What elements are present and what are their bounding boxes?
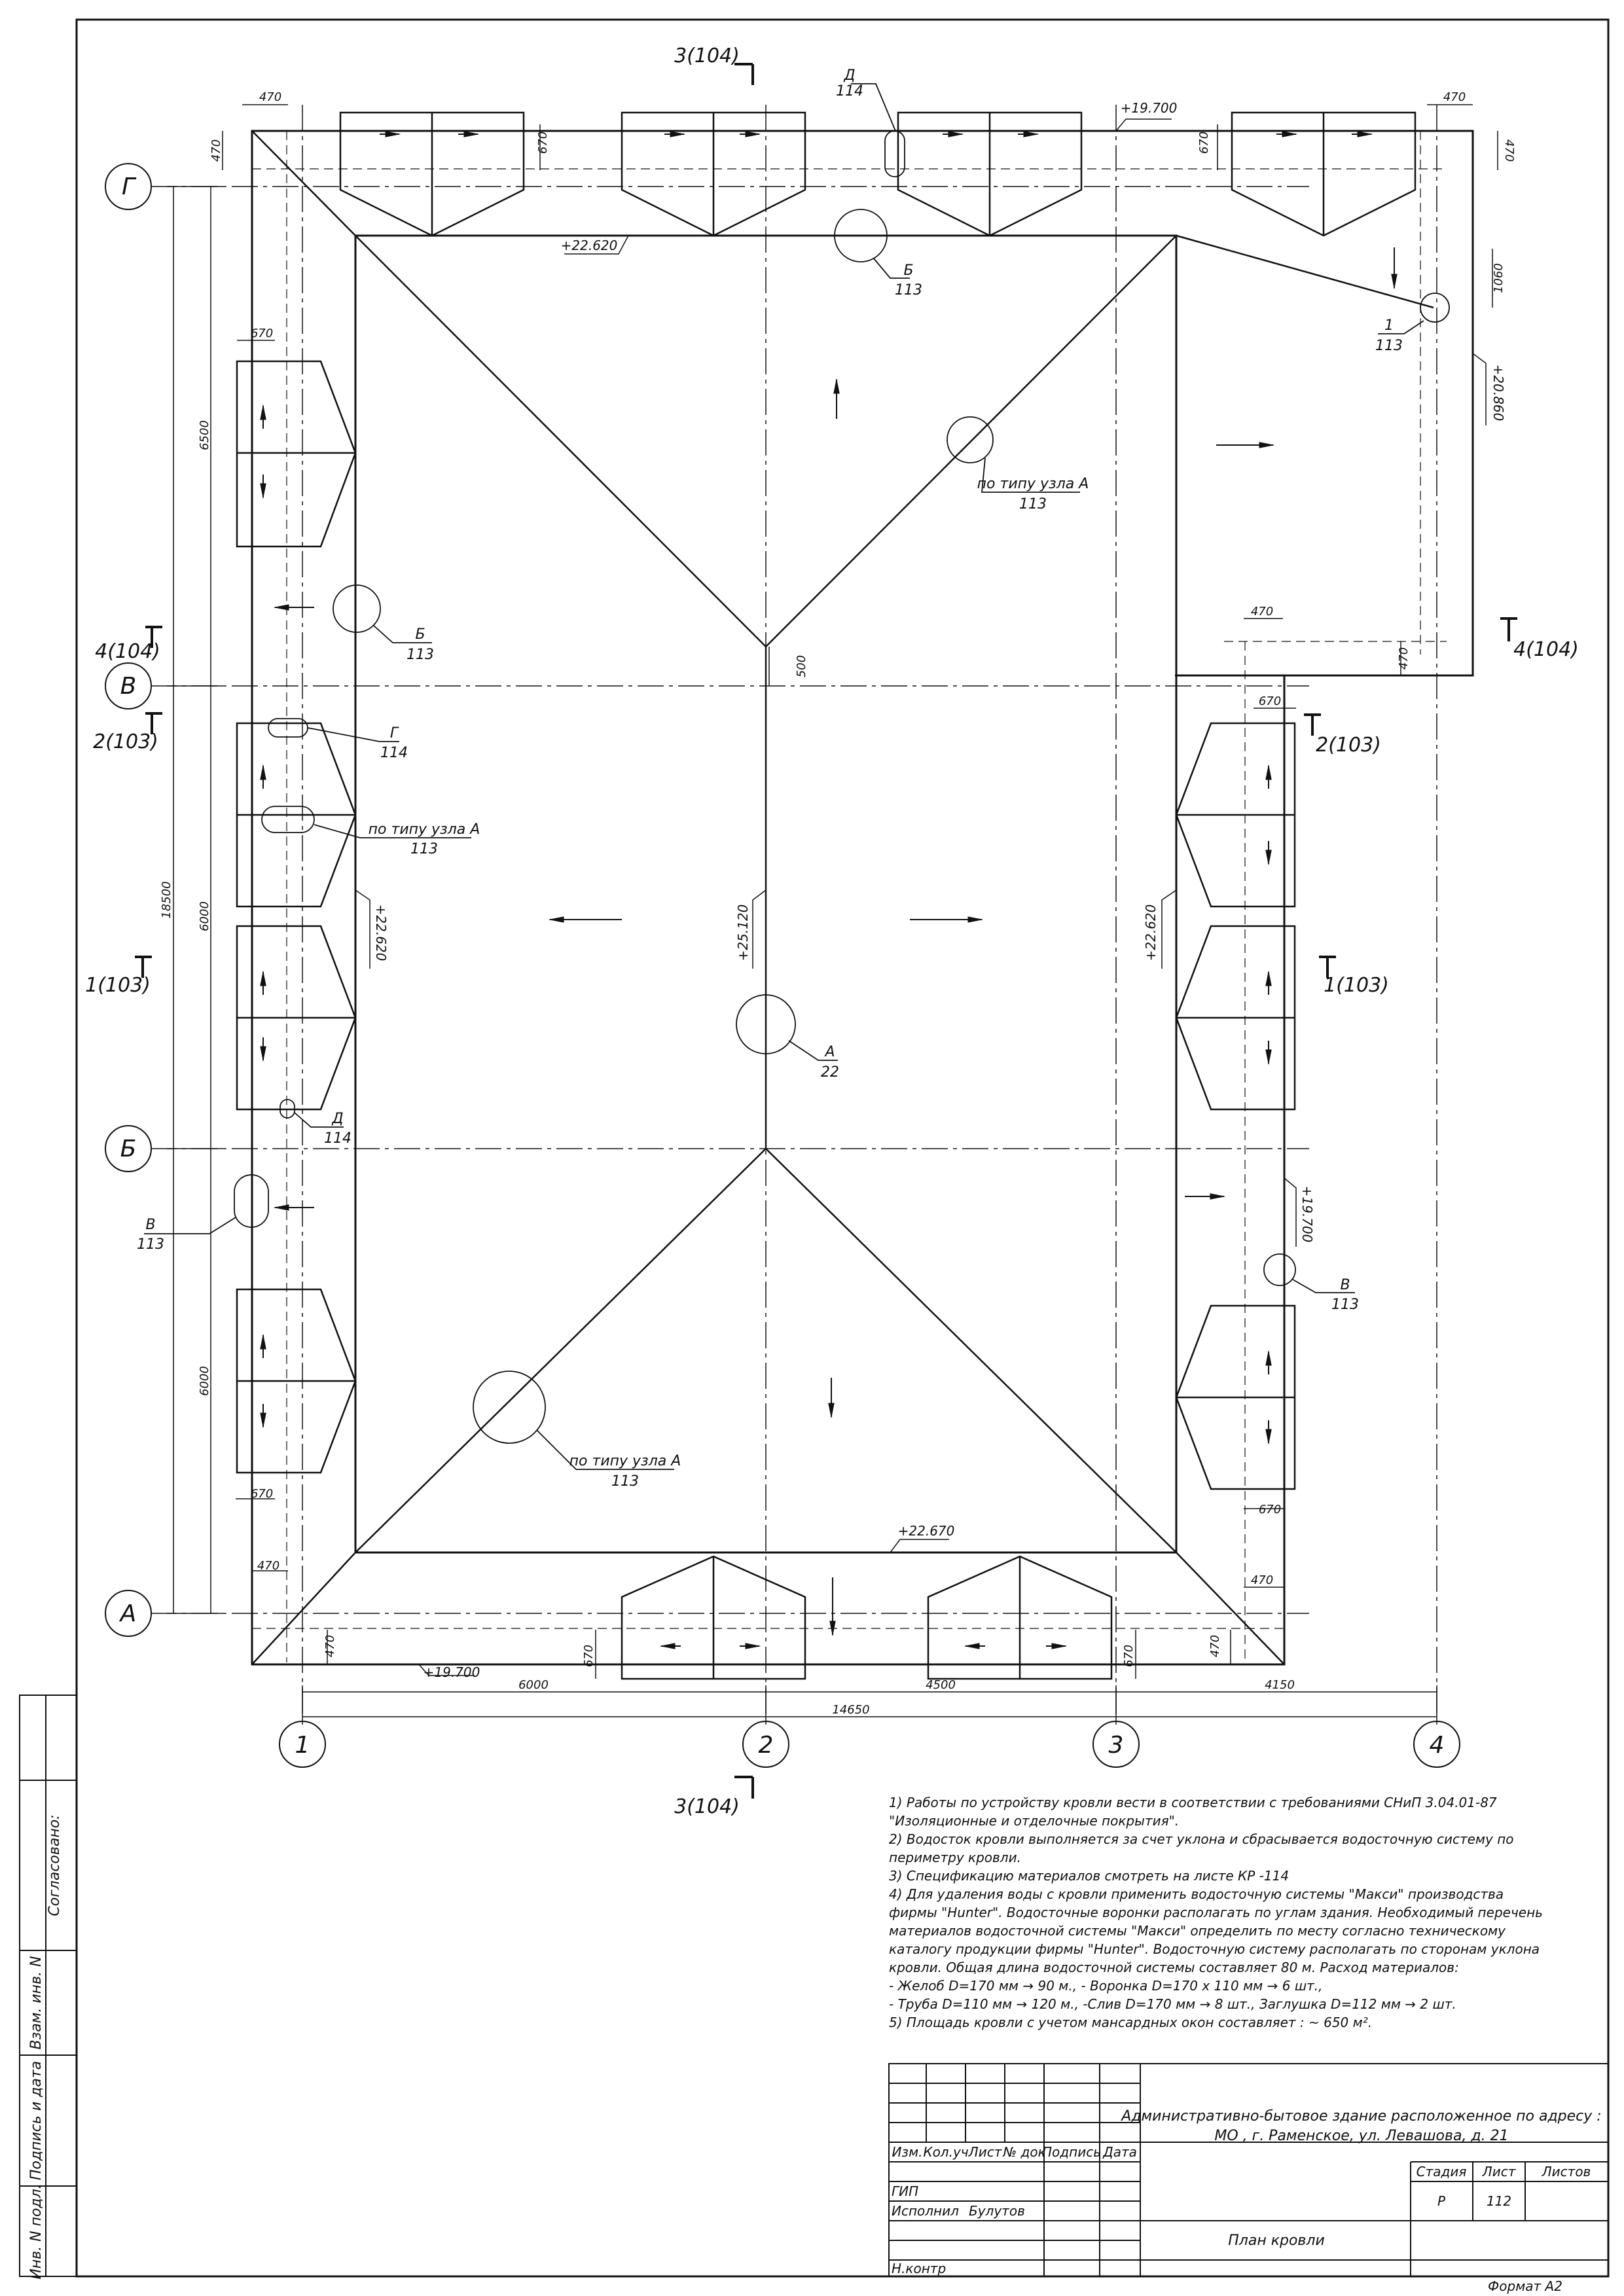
dim-470-tr: 470 [1443,90,1466,104]
level-22620-top: +22.620 [560,238,618,253]
axis-label-a: А [120,1600,137,1627]
detail-callouts [144,84,1449,1469]
stamp-h-izm: Изм. [892,2144,923,2160]
axis-label-3: 3 [1108,1732,1124,1759]
stamp-sheet-title: План кровли [1228,2233,1325,2249]
axis-label-4: 4 [1429,1732,1445,1759]
callout-type-a-left: по типу узла А [368,821,480,838]
dim-470-tl: 470 [259,90,282,104]
stamp-list: Лист [1482,2164,1516,2179]
callout-d-top: Д [844,67,856,84]
axis-label-g: Г [121,173,135,200]
section-1-left: 1(103) [85,974,151,997]
note-5: 5) Площадь кровли с учетом мансардных окон составляет : ~ 650 м². [889,2015,1373,2030]
callout-v-left-sheet: 113 [137,1236,164,1253]
level-22620-right: +22.620 [1143,904,1159,961]
note-4: 4) Для удаления воды с кровли применить водосточную системы "Макси" производства фирмы "Hunter". Водосточные воронки располагать по углам здания. Необходимый перечень материалов водосточной системы "Макси" определить по месту согласно техническому каталогу продукции фирмы "Hunter". Водосточную систему располагать по сторонам уклона кровли. Общая длина водосточной системы составляет 80 м. Расход материалов: [889,1886,1543,1975]
eave-offset-lines [252,131,1447,1662]
callout-v-right: В [1340,1277,1350,1293]
dim-470-b2: 470 [1208,1634,1222,1658]
stamp-h-kol: Кол.уч [923,2144,969,2160]
callout-g-left-sheet: 114 [380,745,408,761]
section-1-right: 1(103) [1324,974,1389,997]
callout-type-a-bottom-sheet: 113 [611,1473,639,1490]
callout-v-left: В [145,1217,156,1233]
callout-type-a-left-sheet: 113 [410,841,438,857]
note-4a: - Желоб D=170 мм → 90 м., - Воронка D=170 x 110 мм → 6 шт., [889,1978,1323,1994]
level-22670: +22.670 [897,1523,955,1539]
note-4b: - Труба D=110 мм → 120 м., -Слив D=170 мм → 8 шт., Заглушка D=112 мм → 2 шт. [889,1996,1456,2012]
dim-470-l: 470 [209,139,223,162]
side-inv: Инв. N подл. [28,2184,45,2280]
dim-470-br: 470 [1250,1573,1274,1587]
level-19700-bottom: +19.700 [423,1664,480,1680]
level-25120: +25.120 [735,904,751,961]
callout-d-top-sheet: 114 [836,83,863,99]
side-podp: Подпись и дата [28,2060,45,2181]
note-2: 2) Водосток кровли выполняется за счет уклона и сбрасывается водосточную систему по периметру кровли. [889,1831,1514,1865]
callout-v-right-sheet: 113 [1331,1297,1359,1313]
callout-b-top: Б [903,262,914,279]
dim-470-b1: 470 [323,1634,337,1658]
section-marks [135,64,1517,1799]
dormers-bottom [622,1556,1111,1679]
axis-label-b: Б [120,1136,137,1162]
callout-b-left: Б [415,626,425,643]
stamp-stage: Р [1437,2193,1446,2209]
callout-type-a-top: по типу узла А [977,476,1089,492]
note-1: 1) Работы по устройству кровли вести в соответствии с требованиями СНиП 3.04.01-87 "Изоляционные и отделочные покрытия". [889,1795,1497,1829]
stamp-format: Формат А2 [1488,2278,1562,2294]
stamp-h-date: Дата [1103,2144,1137,2160]
level-20860: +20.860 [1490,364,1506,422]
dormers-right [1176,723,1295,1489]
dim-1060: 1060 [1492,263,1506,293]
dormers-left [237,361,355,1473]
stamp-h-sign: Подпись [1042,2144,1101,2160]
dim-470-bl: 470 [257,1559,280,1573]
callout-type-a-top-sheet: 113 [1019,496,1047,512]
callout-b-top-sheet: 113 [895,282,922,298]
roof-outline [252,131,1473,1664]
section-2-left: 2(103) [93,730,158,753]
dim-18500: 18500 [160,881,173,919]
dim-670-l2: 670 [250,1487,274,1501]
note-3: 3) Спецификацию материалов смотреть на листе КР -114 [889,1868,1290,1884]
dim-670-b1: 670 [582,1644,596,1668]
dim-670-r1: 670 [1258,694,1282,708]
dim-14650: 14650 [832,1703,870,1717]
dim-4500: 4500 [926,1678,956,1692]
level-19700-right: +19.700 [1299,1185,1315,1243]
level-marks [355,119,1486,1676]
stamp-ispolnil: Исполнил [892,2203,959,2219]
section-4-left: 4(104) [95,640,160,663]
level-19700-top: +19.700 [1120,100,1178,116]
dim-670-t1: 670 [536,131,550,154]
dim-670-l1: 670 [250,327,274,340]
stamp-gip: ГИП [892,2183,919,2199]
dim-670-r2: 670 [1258,1503,1282,1516]
dim-6000-lower: 6000 [198,1366,211,1396]
section-2-right: 2(103) [1316,734,1381,757]
dim-6500: 6500 [198,420,211,450]
axis-bubbles [105,164,1460,1767]
callout-a: А [825,1044,835,1060]
dim-4150: 4150 [1265,1678,1295,1692]
general-notes [889,1793,1543,2032]
section-3-top: 3(104) [674,45,740,67]
section-4-right: 4(104) [1513,638,1579,661]
side-vzam: Взам. инв. N [28,1956,45,2050]
callout-1: 1 [1384,317,1394,334]
roof-ridges [252,131,1434,1664]
dim-500: 500 [795,655,808,678]
stamp-sheet-no: 112 [1486,2193,1512,2209]
dim-6000-upper: 6000 [198,901,211,931]
stamp-h-doc: № док [1003,2144,1046,2160]
axis-lines [151,105,1437,1715]
slope-arrows [263,131,1394,1646]
stamp-nkontr: Н.контр [892,2261,947,2276]
side-soglas: Согласовано: [46,1814,63,1916]
axis-label-2: 2 [758,1732,774,1759]
level-22620-left: +22.620 [373,904,389,961]
stamp-stadia: Стадия [1416,2164,1467,2179]
callout-d-left-sheet: 114 [324,1130,352,1147]
callout-d-left: Д [332,1111,344,1127]
callout-1-sheet: 113 [1375,338,1403,354]
stamp-h-list: Лист [968,2144,1002,2160]
callout-a-sheet: 22 [821,1064,839,1081]
callout-type-a-bottom: по типу узла А [569,1453,681,1469]
dimension-lines [167,105,1498,1725]
dim-6000-bottom: 6000 [518,1678,549,1692]
axis-label-1: 1 [295,1732,310,1759]
axis-label-v: В [120,673,137,700]
dim-670-b2: 670 [1122,1644,1136,1668]
callout-g-left: Г [389,725,399,742]
stamp-address: МО , г. Раменское, ул. Левашова, д. 21 [1214,2128,1509,2144]
stamp-listov: Листов [1542,2164,1591,2179]
stamp-project: Административно-бытовое здание расположенное по адресу : [1121,2108,1602,2125]
dim-470-mid-v: 470 [1397,647,1411,670]
dim-470-mid: 470 [1250,605,1274,619]
dim-470-r: 470 [1502,139,1516,162]
stamp-author: Булутов [969,2203,1025,2219]
section-3-bottom: 3(104) [674,1795,740,1818]
callout-b-left-sheet: 113 [406,647,434,663]
dim-670-t2: 670 [1197,131,1211,154]
